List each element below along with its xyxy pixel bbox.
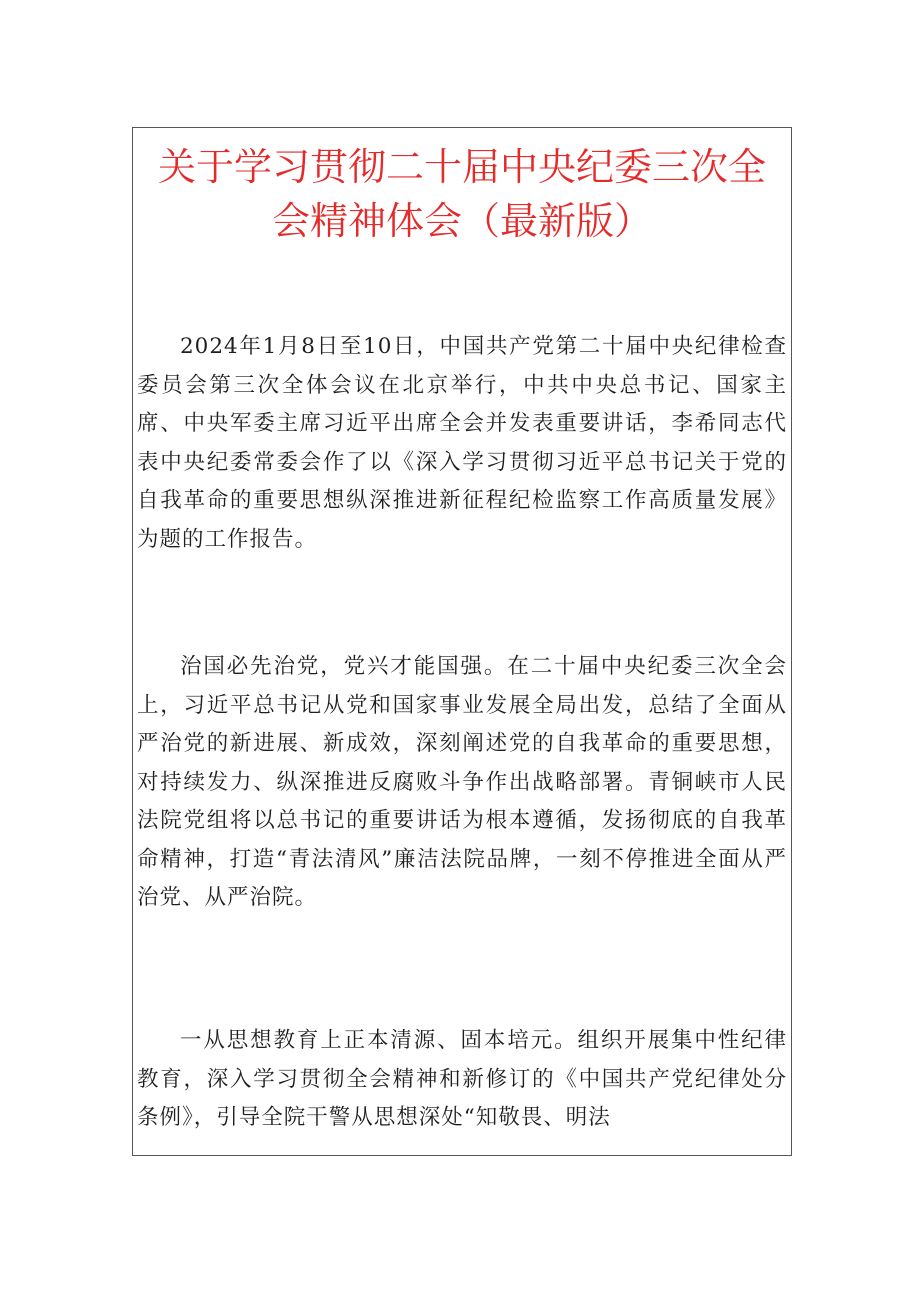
paragraph-3: 一从思想教育上正本清源、固本培元。组织开展集中性纪律教育，深入学习贯彻全会精神和新修订的《中国共产党纪律处分条例》，引导全院干警从思想深处“知敬畏、明法 (137, 1028, 787, 1130)
document-title: 关于学习贯彻二十届中央纪委三次全会精神体会（最新版） (157, 145, 766, 243)
paragraph-2: 治国必先治党，党兴才能国强。在二十届中央纪委三次全会上，习近平总书记从党和国家事业发展全局出发，总结了全面从严治党的新进展、新成效，深刻阐述党的自我革命的重要思想，对持续发力、纵深推进反腐败斗争作出战略部署。青铜峡市人民法院党组将以总书记的重要讲话为根本遵循，发扬彻底的自我革命精神，打造“青法清风”廉洁法院品牌，一刻不停推进全面从严治党、从严治院。 (137, 654, 787, 910)
paragraph-1: 2024年1月8日至10日，中国共产党第二十届中央纪律检查委员会第三次全体会议在北京举行，中共中央总书记、国家主席、中央军委主席习近平出席全会并发表重要讲话，李希同志代表中央纪委常委会作了以《深入学习贯彻习近平总书记关于党的自我革命的重要思想纵深推进新征程纪检监察工作高质量发展》为题的工作报告。 (137, 334, 787, 552)
document-frame (132, 127, 792, 1156)
